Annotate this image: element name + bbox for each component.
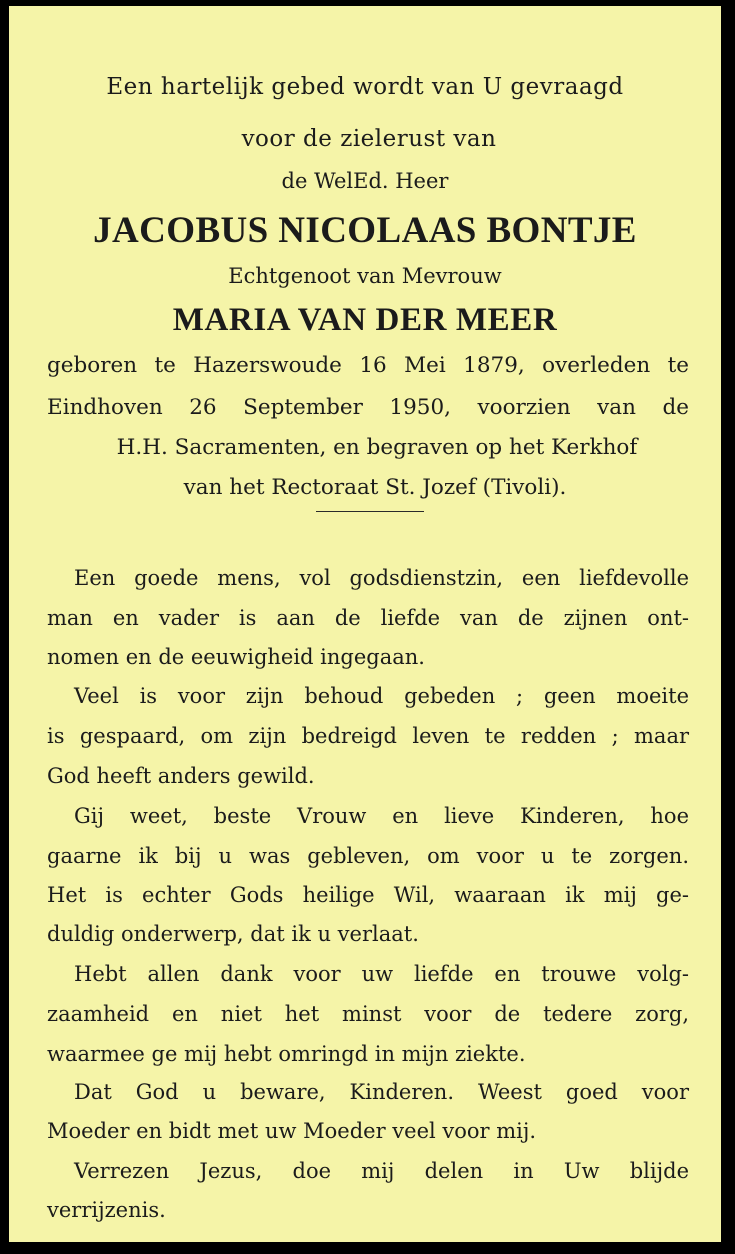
text-line: God heeft anders gewild. [47, 764, 315, 788]
text-line: verrijzenis. [47, 1198, 166, 1222]
soul-rest-line: voor de zielerust van [241, 126, 497, 152]
text-line: gaarne ik bij u was gebleven, om voor u te zorgen. [47, 844, 689, 868]
text-line: Het is echter Gods heilige Wil, waaraan ik mij ge- [47, 883, 689, 907]
honorific-line: de WelEd. Heer [281, 169, 449, 193]
bio-line-4: van het Rectoraat St. Jozef (Tivoli). [183, 475, 567, 500]
text-line: nomen en de eeuwigheid ingegaan. [47, 645, 425, 669]
text-line: Dat God u beware, Kinderen. Weest goed voor [74, 1080, 689, 1104]
text-line: Een goede mens, vol godsdienstzin, een liefdevolle [74, 566, 689, 590]
spouse-intro-line: Echtgenoot van Mevrouw [228, 264, 502, 288]
text-line: is gespaard, om zijn bedreigd leven te redden ; maar [47, 724, 689, 748]
text-line: Verrezen Jezus, doe mij delen in Uw blijde [74, 1159, 689, 1183]
text-line: waarmee ge mij hebt omringd in mijn ziekte. [47, 1042, 526, 1066]
section-divider [316, 511, 424, 512]
bio-line-2: Eindhoven 26 September 1950, voorzien van de [47, 395, 689, 420]
text-line: Moeder en bidt met uw Moeder veel voor mij. [47, 1119, 537, 1143]
prayer-request-line: Een hartelijk gebed wordt van U gevraagd [106, 74, 624, 100]
text-line: zaamheid en niet het minst voor de tedere zorg, [47, 1002, 689, 1026]
text-line: Gij weet, beste Vrouw en lieve Kinderen, hoe [74, 804, 689, 828]
text-line: Hebt allen dank voor uw liefde en trouwe volg- [74, 962, 689, 986]
deceased-name: JACOBUS NICOLAAS BONTJE [93, 210, 637, 251]
text-line: Veel is voor zijn behoud gebeden ; geen moeite [74, 684, 689, 708]
bio-line-3: H.H. Sacramenten, en begraven op het Kerkhof [116, 435, 638, 460]
text-line: man en vader is aan de liefde van de zijnen ont- [47, 606, 689, 630]
bio-line-1: geboren te Hazerswoude 16 Mei 1879, overleden te [47, 353, 689, 378]
memorial-card [9, 6, 721, 1242]
spouse-name: MARIA VAN DER MEER [172, 302, 558, 338]
text-line: duldig onderwerp, dat ik u verlaat. [47, 922, 419, 946]
